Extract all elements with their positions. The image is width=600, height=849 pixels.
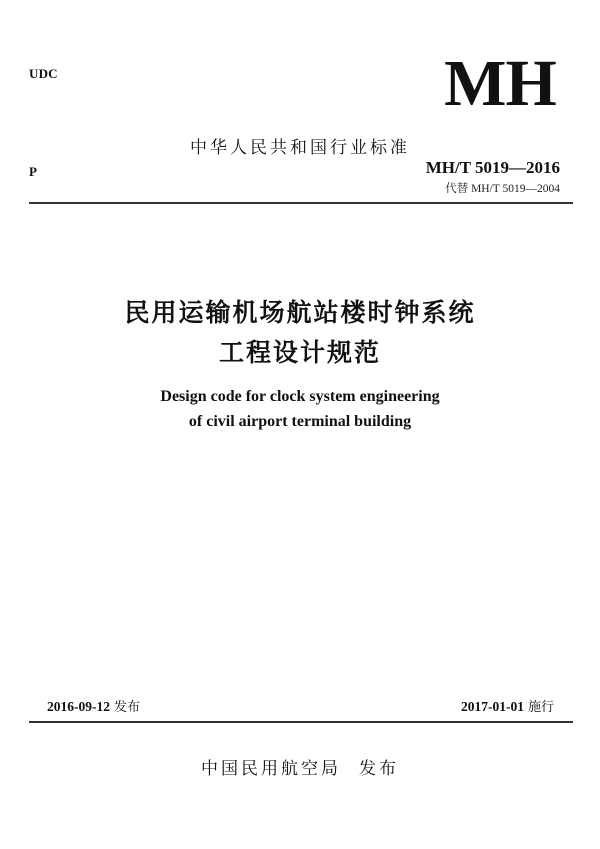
title-chinese-line1: 民用运输机场航站楼时钟系统 [124,298,476,327]
standard-type-heading: 中华人民共和国行业标准 [190,138,410,158]
standard-number: MH/T 5019—2016 [425,158,560,177]
publisher-name: 中国民用航空局 [201,759,341,779]
classification-code: P [29,164,37,179]
implementation-date [461,696,554,715]
replaces-standard: 代替 MH/T 5019—2004 [445,183,560,195]
implementation-date-label: 施行 [527,700,554,715]
issue-date-label: 发布 [114,700,141,715]
title-english-line2: of civil airport terminal building [188,413,412,430]
issue-date-value: 2016-09-12 [47,699,110,714]
udc-label: UDC [29,66,58,81]
mh-logo: MH [444,47,556,120]
top-divider [29,202,573,204]
title-english-line1: Design code for clock system engineering [160,388,440,405]
publisher-action: 发布 [359,759,399,779]
publisher [0,754,600,779]
implementation-date-value: 2017-01-01 [460,699,524,714]
title-chinese-line2: 工程设计规范 [218,338,381,367]
bottom-divider [29,721,573,723]
issue-date [47,696,140,715]
